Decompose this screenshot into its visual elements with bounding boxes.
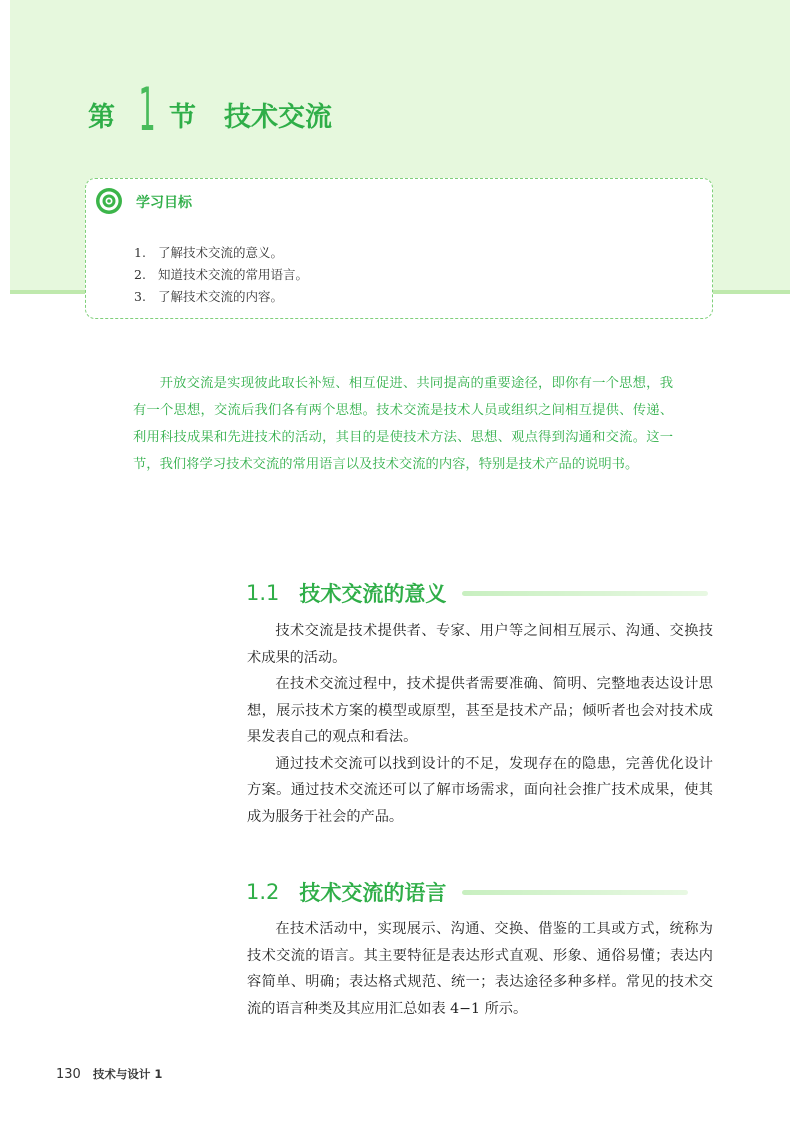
page-footer	[56, 1066, 162, 1082]
subsection-heading-1-2	[246, 877, 688, 907]
body-paragraph: 技术交流是技术提供者、专家、用户等之间相互展示、沟通、交换技术成果的活动。	[247, 623, 713, 666]
objective-number: 2.	[134, 267, 146, 282]
target-icon	[95, 187, 123, 215]
heading-rule	[462, 591, 708, 596]
body-paragraph: 在技术交流过程中，技术提供者需要准确、简明、完整地表达设计思想，展示技术方案的模型或原型，甚至是技术产品；倾听者也会对技术成果发表自己的观点和看法。	[247, 676, 713, 745]
subsection-body-1-2	[247, 916, 713, 1022]
section-prefix: 第	[88, 102, 115, 133]
objective-number: 1.	[134, 245, 146, 260]
body-paragraph: 在技术活动中，实现展示、沟通、交换、借鉴的工具或方式，统称为技术交流的语言。其主要特征是表达形式直观、形象、通俗易懂；表达内容简单、明确；表达格式规范、统一；表达途径多种多样。常见的技术交流的语言种类及其应用汇总如表 4−1 所示。	[247, 921, 713, 1017]
subsection-title: 技术交流的意义	[299, 582, 447, 606]
learning-objectives-box	[85, 178, 713, 319]
objective-item	[134, 286, 308, 308]
intro-text: 开放交流是实现彼此取长补短、相互促进、共同提高的重要途径，即你有一个思想，我有一个思想，交流后我们各有两个思想。技术交流是技术人员或组织之间相互提供、传递、利用科技成果和先进技术的活动，其目的是使技术方法、思想、观点得到沟通和交流。这一节，我们将学习技术交流的常用语言以及技术交流的内容，特别是技术产品的说明书。	[133, 376, 673, 472]
objective-text: 知道技术交流的常用语言。	[158, 267, 309, 282]
subsection-title: 技术交流的语言	[299, 881, 447, 905]
intro-paragraph	[133, 370, 673, 478]
section-title	[88, 75, 332, 145]
subsection-body-1-1	[247, 618, 713, 830]
section-suffix: 节	[169, 102, 196, 133]
objective-item	[134, 264, 308, 286]
heading-rule	[462, 890, 688, 895]
objectives-title: 学习目标	[136, 195, 192, 211]
objectives-list	[134, 242, 308, 308]
objective-text: 了解技术交流的意义。	[158, 245, 284, 260]
body-paragraph: 通过技术交流可以找到设计的不足，发现存在的隐患，完善优化设计方案。通过技术交流还可以了解市场需求，面向社会推广技术成果，使其成为服务于社会的产品。	[247, 755, 713, 825]
objective-item	[134, 242, 308, 264]
objective-text: 了解技术交流的内容。	[158, 289, 284, 304]
subsection-heading-1-1	[246, 578, 708, 608]
section-name: 技术交流	[224, 102, 332, 133]
section-number: 1	[138, 75, 156, 145]
book-title: 技术与设计 1	[92, 1067, 163, 1081]
objective-number: 3.	[134, 289, 146, 304]
subsection-number: 1.2	[246, 880, 280, 904]
subsection-number: 1.1	[246, 581, 280, 605]
page-number: 130	[56, 1067, 81, 1082]
